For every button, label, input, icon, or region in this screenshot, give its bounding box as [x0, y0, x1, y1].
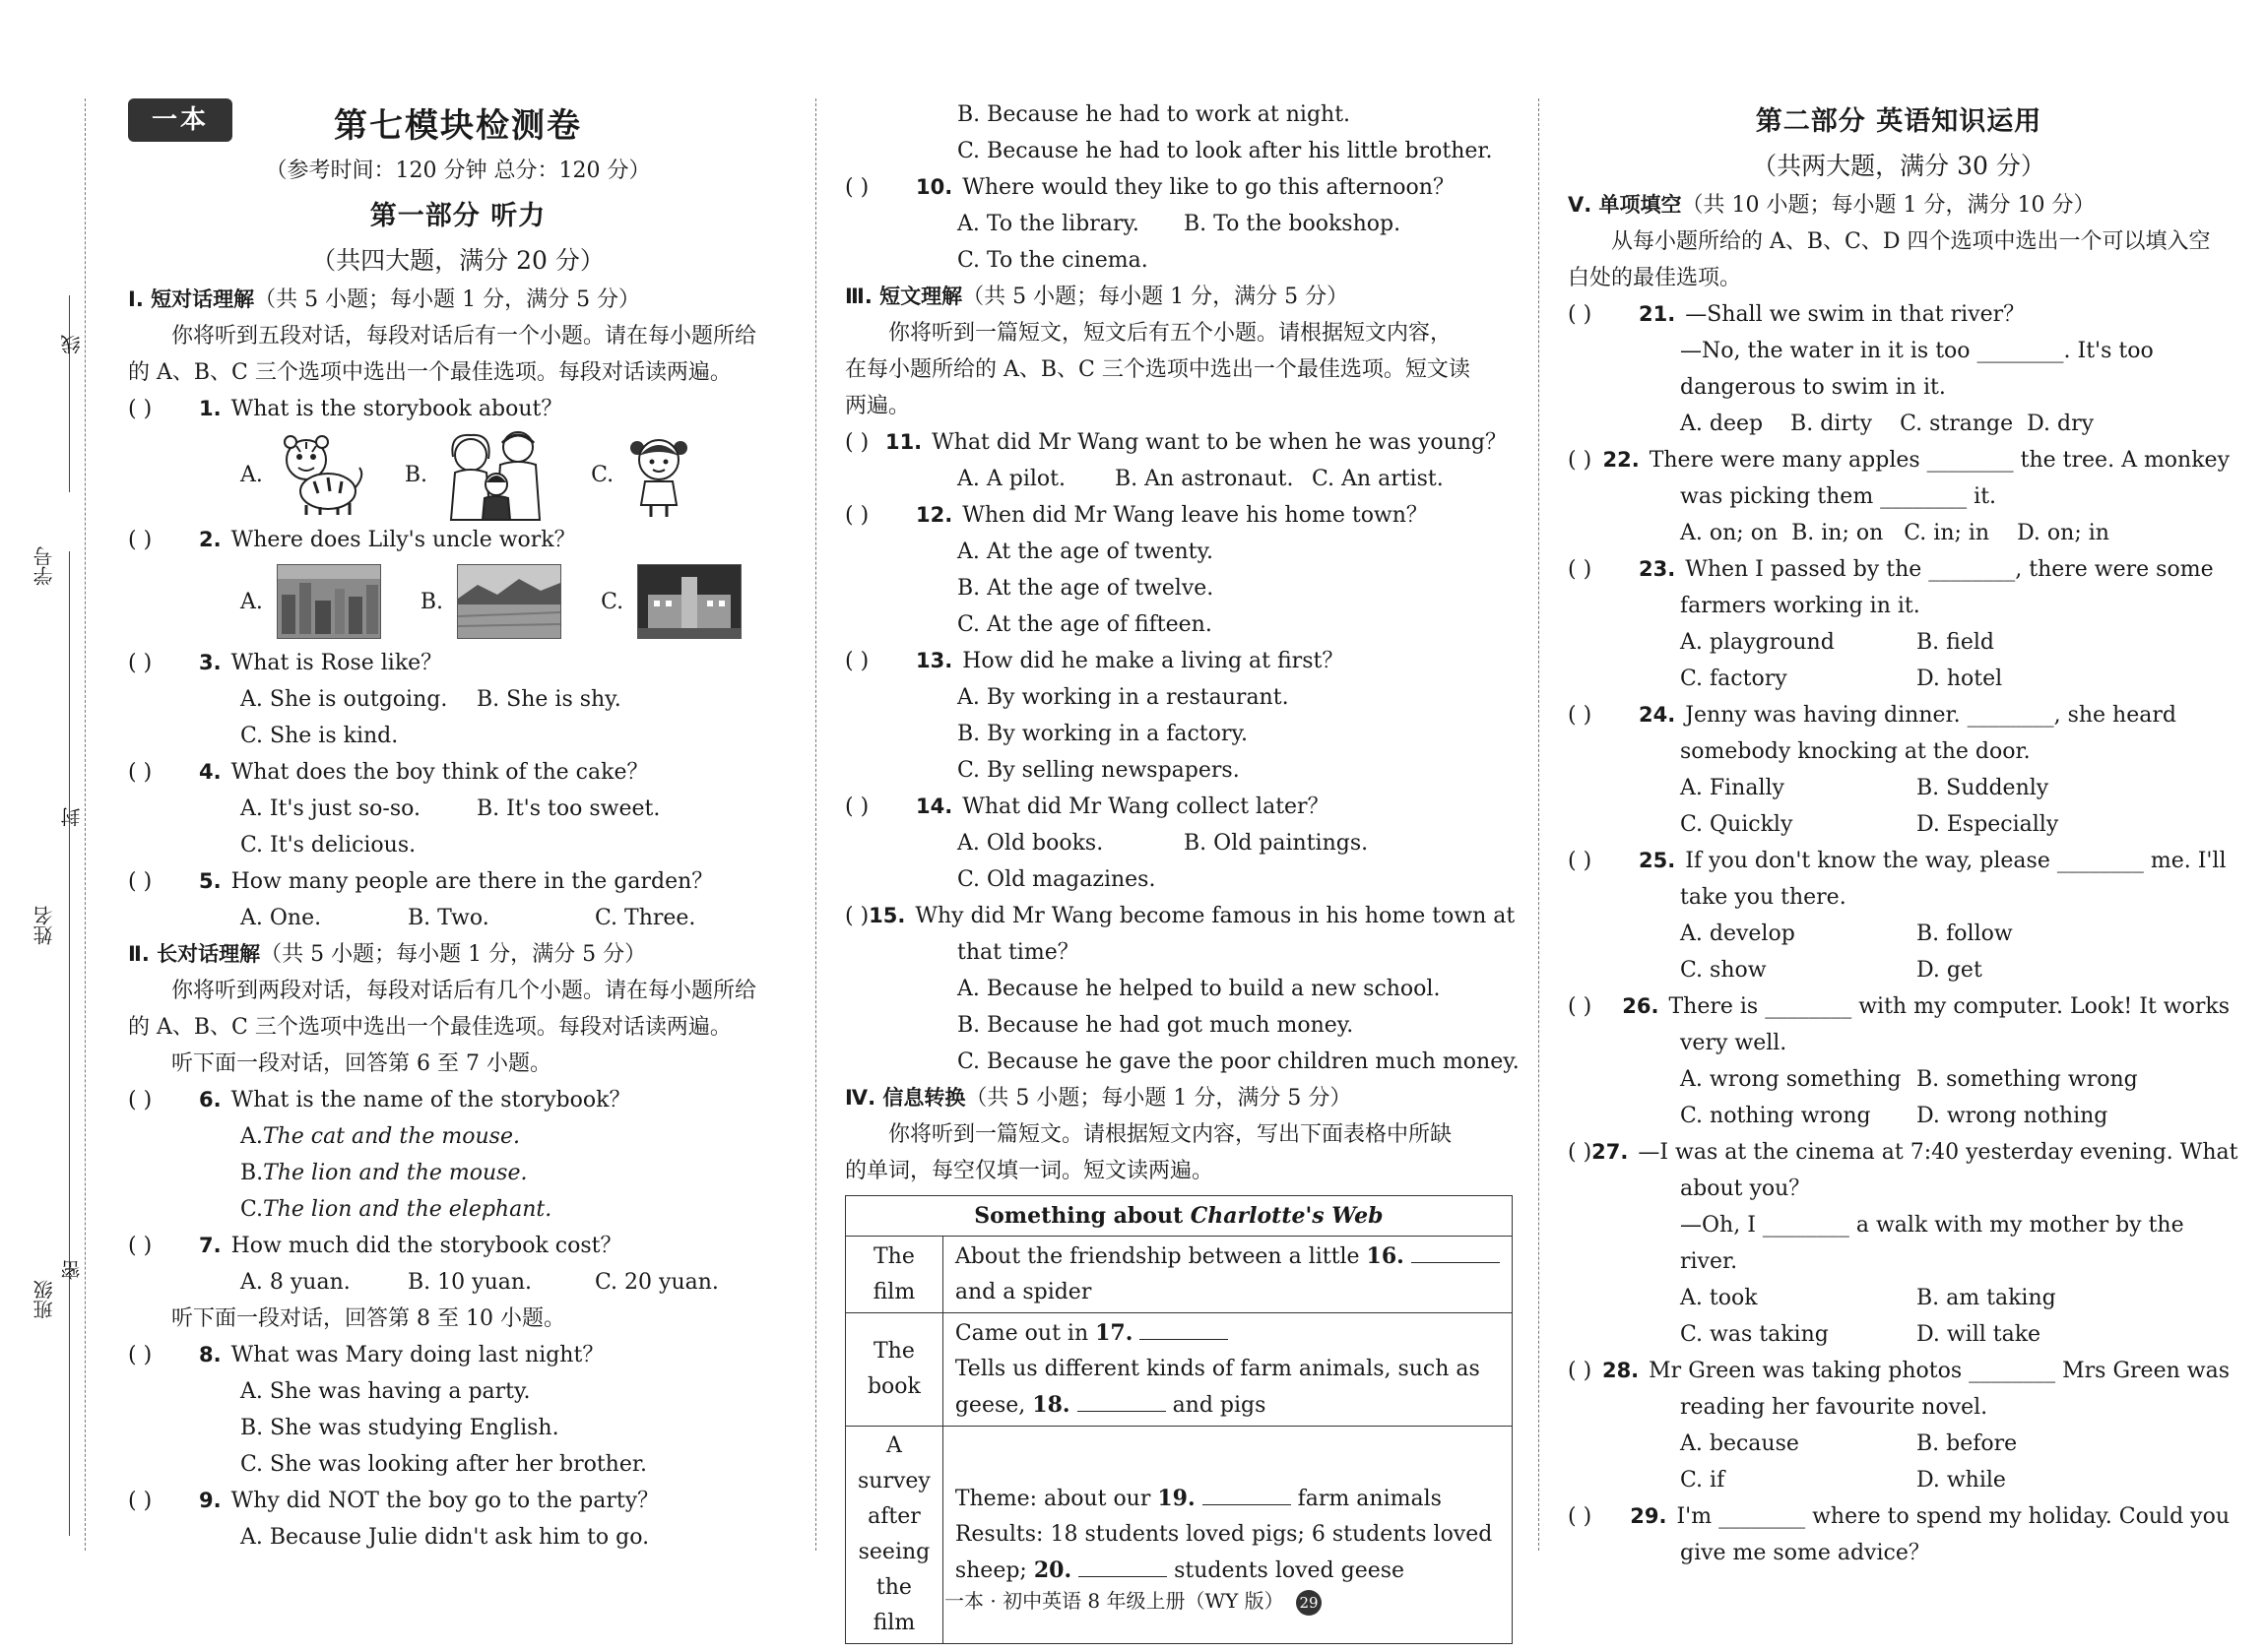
tiger-cartoon-icon: [277, 432, 365, 517]
answer-bracket[interactable]: ( ): [128, 1489, 153, 1513]
answer-bracket[interactable]: ( ): [128, 397, 153, 421]
option-b[interactable]: B. before: [1916, 1431, 2018, 1456]
answer-bracket[interactable]: ( ): [1568, 994, 1592, 1019]
row-value: About the friendship between a little 16. and a spider: [942, 1237, 1512, 1313]
option-a[interactable]: A. because: [1680, 1431, 1799, 1456]
field-photo-icon: [457, 564, 561, 639]
option-c[interactable]: C.The lion and the elephant.: [240, 1197, 552, 1222]
section-4-heading: Ⅳ. 信息转换（共 5 小题；每小题 1 分，满分 5 分）: [845, 1086, 1352, 1111]
blank-18[interactable]: [1077, 1389, 1166, 1412]
page-subtitle: （参考时间：120 分钟 总分：120 分）: [265, 159, 651, 183]
answer-bracket[interactable]: ( ): [1568, 302, 1592, 327]
option-b[interactable]: B. follow: [1916, 921, 2013, 946]
option-a[interactable]: A. Because Julie didn't ask him to go.: [240, 1525, 650, 1550]
row-key: The film: [846, 1237, 943, 1313]
question-21-cont: —No, the water in it is too ________. It's too: [1680, 339, 2154, 363]
option-a[interactable]: A. playground: [1680, 630, 1835, 655]
question-26: ( ) 26. There is ________ with my computer. Look! It works: [1568, 988, 2230, 1025]
option-c[interactable]: C. Quickly: [1680, 812, 1793, 837]
option-c[interactable]: C.: [601, 564, 742, 639]
answer-bracket[interactable]: ( ): [128, 1234, 153, 1258]
question-3-options: [128, 718, 788, 754]
option-b[interactable]: B. At the age of twelve.: [957, 576, 1214, 601]
girl-cartoon-icon: [627, 430, 690, 519]
option-c[interactable]: C. if: [1680, 1468, 1725, 1493]
question-26-options: [1568, 1061, 2230, 1098]
option-c[interactable]: C. She was looking after her brother.: [240, 1452, 647, 1477]
blank-17[interactable]: [1139, 1317, 1228, 1340]
question-21-cont: dangerous to swim in it.: [1680, 375, 1946, 400]
answer-bracket[interactable]: ( ): [845, 430, 870, 455]
question-27-cont: about you？: [1680, 1176, 1811, 1201]
city-photo-icon: [277, 564, 381, 639]
binding-line: [69, 295, 70, 492]
question-10-options: [845, 206, 1507, 242]
part1-title: 第一部分 听力: [369, 201, 547, 231]
question-22-cont: was picking them ________ it.: [1680, 484, 1997, 509]
answer-bracket[interactable]: ( ): [128, 1343, 153, 1367]
question-1-options: [128, 427, 788, 522]
question-8: ( ) 8. What was Mary doing last night？: [128, 1337, 788, 1373]
answer-bracket[interactable]: ( ): [128, 651, 153, 675]
question-26-options: [1568, 1098, 2230, 1134]
option-c[interactable]: C. It's delicious.: [240, 833, 417, 858]
question-15: ( ) 15. Why did Mr Wang become famous in his home town at: [845, 898, 1507, 934]
question-5-options: [128, 900, 788, 936]
section-5-heading: Ⅴ. 单项填空（共 10 小题；每小题 1 分，满分 10 分）: [1568, 193, 2096, 218]
column-divider: [815, 98, 816, 1551]
question-27-cont: river.: [1680, 1249, 1738, 1274]
row-value: Came out in 17. Tells us different kinds of farm animals, such as geese, 18. and pigs: [942, 1313, 1512, 1427]
section-2-lead: 听下面一段对话，回答第 8 至 10 小题。: [171, 1306, 565, 1331]
info-table: [845, 1195, 1513, 1644]
option-a[interactable]: A. wrong something: [1680, 1067, 1902, 1092]
answer-bracket[interactable]: ( ): [845, 904, 870, 928]
blank-20[interactable]: [1078, 1555, 1167, 1577]
column-2: [845, 96, 1520, 1644]
question-10: ( ) 10. Where would they like to go this afternoon？: [845, 169, 1507, 206]
section-4-intro: 的单词，每空仅填一词。短文读两遍。: [845, 1159, 1214, 1183]
section-3-heading: Ⅲ. 短文理解（共 5 小题；每小题 1 分，满分 5 分）: [845, 285, 1349, 309]
option-d[interactable]: D. get: [1916, 958, 1982, 983]
question-28-cont: reading her favourite novel.: [1680, 1395, 1988, 1420]
option-d[interactable]: D. Especially: [1916, 812, 2059, 837]
question-27-options: [1568, 1280, 2230, 1316]
option-b[interactable]: B.: [421, 564, 561, 639]
option-b[interactable]: B. Suddenly: [1916, 776, 2049, 800]
option-b[interactable]: B.: [405, 427, 551, 522]
question-4-options: [128, 827, 788, 863]
question-1: ( ) 1. What is the storybook about？: [128, 391, 788, 427]
option-a[interactable]: A. She is outgoing.: [240, 687, 448, 712]
binding-mark-bind: 密: [60, 1260, 84, 1280]
option-c[interactable]: C. nothing wrong: [1680, 1104, 1871, 1128]
question-3: ( ) 3. What is Rose like？: [128, 645, 788, 681]
section-2-heading: Ⅱ. 长对话理解（共 5 小题；每小题 1 分，满分 5 分）: [128, 942, 647, 967]
section-1-intro: 的 A、B、C 三个选项中选出一个最佳选项。每段对话读两遍。: [128, 360, 732, 385]
answer-bracket[interactable]: ( ): [128, 760, 153, 785]
section-2-intro: 你将听到两段对话，每段对话后有几个小题。请在每小题所给: [171, 979, 757, 1003]
option-c[interactable]: C. She is kind.: [240, 724, 399, 748]
answer-bracket[interactable]: ( ): [1568, 1140, 1592, 1165]
section-1-heading: Ⅰ. 短对话理解（共 5 小题；每小题 1 分，满分 5 分）: [128, 287, 641, 312]
student-name-label: 姓名: [32, 906, 56, 945]
option-c[interactable]: C. Three.: [595, 906, 696, 930]
option-d[interactable]: D. hotel: [1916, 667, 2003, 691]
option-a[interactable]: A. Because he helped to build a new school.: [957, 977, 1441, 1001]
option-c[interactable]: C. factory: [1680, 667, 1787, 691]
section-5-intro: 从每小题所给的 A、B、C、D 四个选项中选出一个可以填入空: [1611, 229, 2211, 254]
table-header: Something about Charlotte's Web: [846, 1196, 1513, 1237]
option-d[interactable]: D. wrong nothing: [1916, 1104, 2108, 1128]
school-photo-icon: [637, 564, 742, 639]
option-c[interactable]: C. To the cinema.: [957, 248, 1148, 273]
answer-bracket[interactable]: ( ): [128, 869, 153, 894]
question-24-options: [1568, 770, 2230, 806]
question-7: ( ) 7. How much did the storybook cost？: [128, 1228, 788, 1264]
student-id-label: 学号: [32, 546, 56, 586]
option-a[interactable]: A. One.: [240, 906, 322, 930]
question-28-options: [1568, 1426, 2230, 1462]
option-b[interactable]: B. something wrong: [1916, 1067, 2138, 1092]
question-2: ( ) 2. Where does Lily's uncle work？: [128, 522, 788, 558]
question-24-cont: somebody knocking at the door.: [1680, 739, 2031, 764]
option-a[interactable]: A.The cat and the mouse.: [240, 1124, 520, 1149]
answer-bracket[interactable]: ( ): [1568, 703, 1592, 728]
question-29: ( ) 29. I'm ________ where to spend my holiday. Could you: [1568, 1498, 2230, 1535]
option-b[interactable]: B. 10 yuan.: [408, 1270, 533, 1295]
option-c[interactable]: C. Because he had to look after his little brother.: [957, 139, 1493, 163]
question-25-cont: take you there.: [1680, 885, 1846, 910]
question-15-cont: that time？: [957, 940, 1079, 965]
question-27-options: [1568, 1316, 2230, 1353]
question-21: ( ) 21. —Shall we swim in that river？: [1568, 296, 2230, 333]
question-23-options: [1568, 624, 2230, 661]
section-3-intro: 在每小题所给的 A、B、C 三个选项中选出一个最佳选项。短文读: [845, 357, 1470, 382]
question-9: ( ) 9. Why did NOT the boy go to the party？: [128, 1483, 788, 1519]
question-26-cont: very well.: [1680, 1031, 1787, 1055]
answer-bracket[interactable]: ( ): [845, 503, 870, 528]
answer-bracket[interactable]: ( ): [845, 649, 870, 673]
option-a[interactable]: A.: [240, 564, 381, 639]
section-2-lead: 听下面一段对话，回答第 6 至 7 小题。: [171, 1051, 551, 1076]
option-b[interactable]: B. field: [1916, 630, 1994, 655]
section-5-intro: 白处的最佳选项。: [1568, 266, 1742, 290]
option-b[interactable]: B. Old paintings.: [1184, 831, 1369, 856]
brand-logo: 一本: [128, 98, 232, 142]
question-11: ( ) 11. What did Mr Wang want to be when he was young？: [845, 424, 1507, 461]
section-1-intro: 你将听到五段对话，每段对话后有一个小题。请在每小题所给: [171, 324, 757, 349]
option-c[interactable]: C. was taking: [1680, 1322, 1829, 1347]
question-27: ( ) 27. —I was at the cinema at 7:40 yesterday evening. What: [1568, 1134, 2230, 1171]
page-footer: [0, 1585, 2266, 1616]
part1-subtitle: （共四大题，满分 20 分）: [311, 246, 605, 275]
question-4: ( ) 4. What does the boy think of the cake？: [128, 754, 788, 791]
question-23-options: [1568, 661, 2230, 697]
option-c[interactable]: C. show: [1680, 958, 1767, 983]
class-label: 班级: [32, 1280, 56, 1319]
question-5: ( ) 5. How many people are there in the garden？: [128, 863, 788, 900]
question-12: ( ) 12. When did Mr Wang leave his home town？: [845, 497, 1507, 534]
question-3-options: [128, 681, 788, 718]
question-4-options: [128, 791, 788, 827]
section-3-intro: 两遍。: [845, 394, 911, 418]
question-23-cont: farmers working in it.: [1680, 594, 1920, 618]
option-b[interactable]: B. By working in a factory.: [957, 722, 1248, 746]
option-b[interactable]: B. am taking: [1916, 1286, 2056, 1310]
question-14: ( ) 14. What did Mr Wang collect later？: [845, 789, 1507, 825]
question-25: ( ) 25. If you don't know the way, please ________ me. I'll: [1568, 843, 2230, 879]
column-1: [128, 98, 788, 1556]
section-3-intro: 你将听到一篇短文，短文后有五个小题。请根据短文内容，: [888, 321, 1453, 346]
row-key: A survey after seeing the film: [846, 1427, 943, 1644]
question-24: ( ) 24. Jenny was having dinner. ________, she heard: [1568, 697, 2230, 733]
option-b[interactable]: B. She is shy.: [477, 687, 621, 712]
option-b[interactable]: B. To the bookshop.: [1184, 212, 1401, 236]
option-c[interactable]: C. Old magazines.: [957, 867, 1156, 892]
answer-bracket[interactable]: ( ): [845, 794, 870, 819]
option-a[interactable]: A. 8 yuan.: [240, 1270, 351, 1295]
option-a[interactable]: A. Old books.: [957, 831, 1104, 856]
column-divider: [1538, 98, 1539, 1551]
option-c[interactable]: C. At the age of fifteen.: [957, 612, 1212, 637]
section-2-intro: 的 A、B、C 三个选项中选出一个最佳选项。每段对话读两遍。: [128, 1015, 732, 1040]
question-25-options: [1568, 952, 2230, 988]
binding-line: [69, 551, 70, 709]
option-c[interactable]: C. An artist.: [1312, 467, 1444, 491]
binding-margin: [30, 295, 89, 1556]
binding-mark-line: 线: [60, 335, 84, 354]
answer-bracket[interactable]: ( ): [1568, 557, 1592, 582]
section-4-intro: 你将听到一篇短文。请根据短文内容，写出下面表格中所缺: [888, 1122, 1453, 1147]
question-28: ( ) 28. Mr Green was taking photos ________ Mrs Green was: [1568, 1353, 2230, 1389]
answer-bracket[interactable]: ( ): [1568, 448, 1592, 473]
margin-divider: [85, 98, 86, 1551]
question-29-cont: give me some advice？: [1680, 1541, 1930, 1565]
row-value: Theme: about our 19. farm animals Results: 18 students loved pigs; 6 students loved sheep; 20. students loved geese: [942, 1427, 1512, 1644]
answer-bracket[interactable]: ( ): [128, 528, 153, 552]
option-a[interactable]: A. She was having a party.: [240, 1379, 531, 1404]
option-a[interactable]: A. develop: [1680, 921, 1795, 946]
option-b[interactable]: B. Because he had got much money.: [957, 1013, 1354, 1038]
option-b[interactable]: B. It's too sweet.: [477, 796, 661, 821]
question-6: ( ) 6. What is the name of the storybook？: [128, 1082, 788, 1118]
blank-19[interactable]: [1202, 1483, 1291, 1505]
question-21-options[interactable]: A. deep B. dirty C. strange D. dry: [1680, 412, 2095, 436]
option-b[interactable]: B. Because he had to work at night.: [957, 102, 1351, 127]
question-27-cont: —Oh, I ________ a walk with my mother by the: [1680, 1213, 2184, 1238]
column-3: [1568, 98, 2238, 1571]
option-c[interactable]: C. Because he gave the poor children much money.: [957, 1049, 1520, 1074]
table-row: [846, 1237, 1513, 1313]
option-d[interactable]: D. will take: [1916, 1322, 2041, 1347]
page-title: 第七模块检测卷: [334, 106, 582, 146]
option-a[interactable]: A. took: [1680, 1286, 1758, 1310]
table-row: [846, 1313, 1513, 1427]
option-a[interactable]: A. By working in a restaurant.: [957, 685, 1289, 710]
option-a[interactable]: A.: [240, 432, 365, 517]
option-c[interactable]: C.: [591, 430, 690, 519]
question-13: ( ) 13. How did he make a living at first？: [845, 643, 1507, 679]
footer-text: 一本 · 初中英语 8 年级上册（WY 版）: [944, 1589, 1284, 1613]
option-a[interactable]: A. At the age of twenty.: [957, 540, 1214, 564]
blank-16[interactable]: [1411, 1240, 1500, 1263]
question-2-options: [128, 558, 788, 645]
binding-mark-seal: 封: [60, 807, 84, 827]
answer-bracket[interactable]: ( ): [1568, 1359, 1592, 1383]
question-22-options[interactable]: A. on; on B. in; on C. in; in D. on; in: [1680, 521, 2109, 545]
option-b[interactable]: B. An astronaut.: [1115, 467, 1294, 491]
page-number: 29: [1296, 1590, 1322, 1616]
question-11-options: [845, 461, 1507, 497]
question-7-options: [128, 1264, 788, 1301]
part2-title: 第二部分 英语知识运用: [1755, 106, 2042, 137]
question-24-options: [1568, 806, 2230, 843]
part2-subtitle: （共两大题，满分 30 分）: [1752, 152, 2045, 180]
option-b[interactable]: B. Two.: [408, 906, 489, 930]
answer-bracket[interactable]: ( ): [1568, 1504, 1592, 1529]
answer-bracket[interactable]: ( ): [845, 175, 870, 200]
option-b[interactable]: B. She was studying English.: [240, 1416, 559, 1440]
option-c[interactable]: C. By selling newspapers.: [957, 758, 1240, 783]
option-b[interactable]: B.The lion and the mouse.: [240, 1161, 528, 1185]
option-a[interactable]: A. Finally: [1680, 776, 1784, 800]
binding-line: [69, 1063, 70, 1536]
question-22: ( ) 22. There were many apples ________ the tree. A monkey: [1568, 442, 2230, 478]
option-a[interactable]: A. It's just so-so.: [240, 796, 421, 821]
option-c[interactable]: C. 20 yuan.: [595, 1270, 719, 1295]
question-14-options: [845, 825, 1507, 861]
question-28-options: [1568, 1462, 2230, 1498]
answer-bracket[interactable]: ( ): [1568, 849, 1592, 873]
option-d[interactable]: D. while: [1916, 1468, 2006, 1493]
answer-bracket[interactable]: ( ): [128, 1088, 153, 1112]
question-25-options: [1568, 916, 2230, 952]
row-key: The book: [846, 1313, 943, 1427]
question-23: ( ) 23. When I passed by the ________, there were some: [1568, 551, 2230, 588]
family-cartoon-icon: [441, 427, 551, 522]
option-a[interactable]: A. To the library.: [957, 212, 1139, 236]
option-a[interactable]: A. A pilot.: [957, 467, 1066, 491]
